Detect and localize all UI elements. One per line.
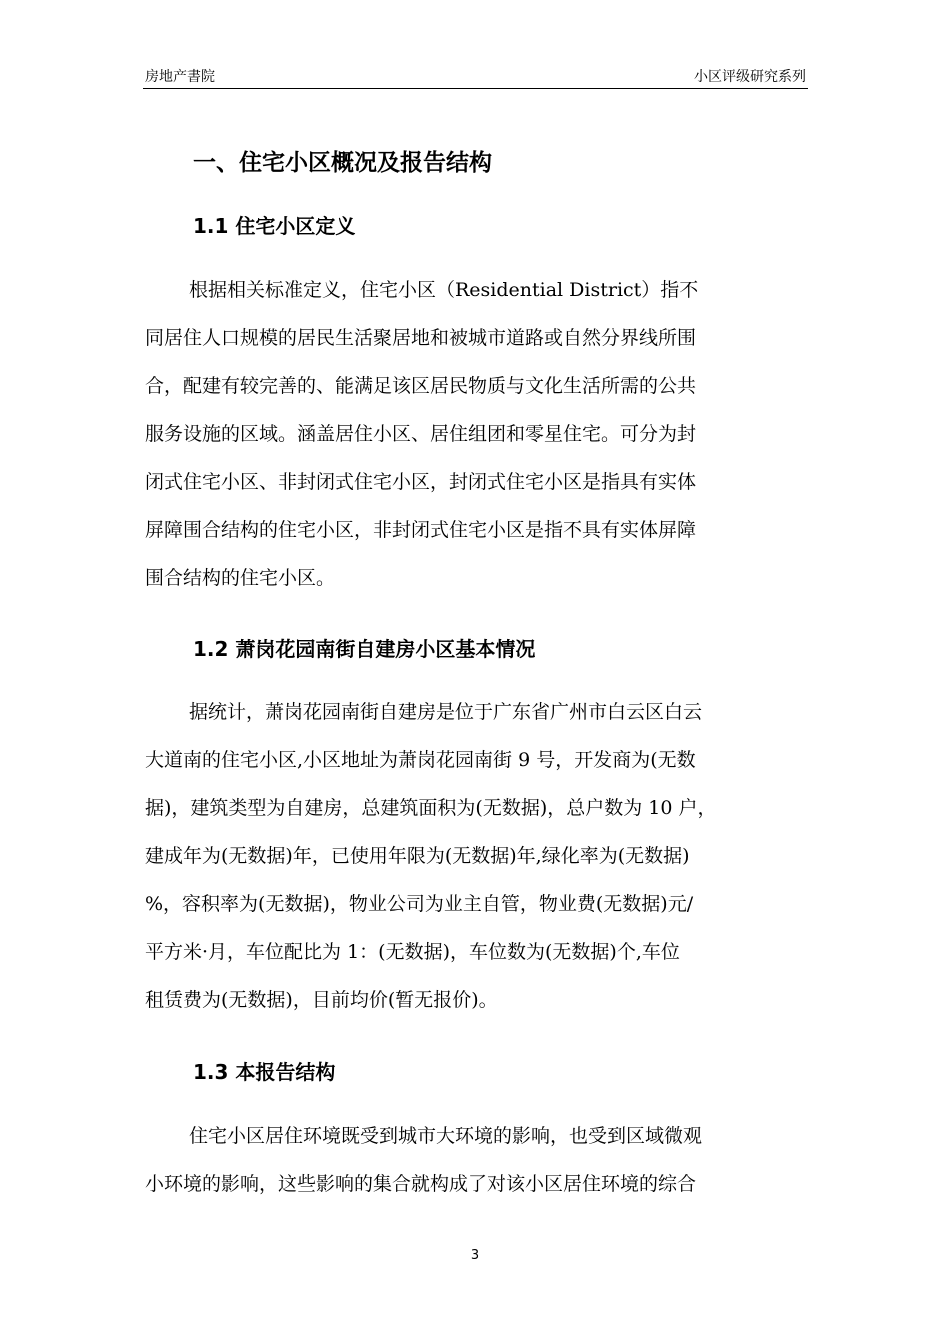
paragraph-line: 合，配建有较完善的、能满足该区居民物质与文化生活所需的公共 — [145, 375, 697, 397]
paragraph-line: 根据相关标准定义，住宅小区（Residential District）指不 — [189, 279, 699, 301]
heading-1-2: 1.2 萧岗花园南街自建房小区基本情况 — [193, 637, 536, 661]
paragraph-line: 围合结构的住宅小区。 — [145, 567, 336, 589]
paragraph-line: 大道南的住宅小区,小区地址为萧岗花园南街 9 号，开发商为(无数 — [145, 749, 696, 771]
paragraph-line: 小环境的影响，这些影响的集合就构成了对该小区居住环境的综合 — [145, 1173, 697, 1195]
paragraph-line: 平方米·月，车位配比为 1：(无数据)，车位数为(无数据)个,车位 — [145, 941, 680, 963]
section-title: 一、住宅小区概况及报告结构 — [193, 150, 492, 176]
paragraph-line: 据)，建筑类型为自建房，总建筑面积为(无数据)，总户数为 10 户， — [145, 797, 717, 819]
header-divider — [143, 88, 808, 89]
paragraph-1-3 — [145, 1112, 809, 1208]
paragraph-line: %，容积率为(无数据)，物业公司为业主自管，物业费(无数据)元/ — [145, 893, 694, 915]
header-left-title: 房地产書院 — [145, 69, 215, 85]
paragraph-line: 闭式住宅小区、非封闭式住宅小区，封闭式住宅小区是指具有实体 — [145, 471, 697, 493]
paragraph-line: 租赁费为(无数据)，目前均价(暂无报价)。 — [145, 989, 498, 1011]
paragraph-line: 屏障围合结构的住宅小区，非封闭式住宅小区是指不具有实体屏障 — [145, 519, 697, 541]
paragraph-line: 据统计，萧岗花园南街自建房是位于广东省广州市白云区白云 — [189, 701, 703, 723]
paragraph-1-2 — [145, 688, 809, 1024]
heading-1-1: 1.1 住宅小区定义 — [193, 214, 356, 238]
paragraph-line: 同居住人口规模的居民生活聚居地和被城市道路或自然分界线所围 — [145, 327, 697, 349]
page-number: 3 — [470, 1248, 480, 1263]
header-right-title: 小区评级研究系列 — [694, 69, 806, 85]
paragraph-line: 建成年为(无数据)年，已使用年限为(无数据)年,绿化率为(无数据) — [145, 845, 690, 867]
paragraph-line: 服务设施的区域。涵盖居住小区、居住组团和零星住宅。可分为封 — [145, 423, 697, 445]
heading-1-3: 1.3 本报告结构 — [193, 1060, 336, 1084]
paragraph-line: 住宅小区居住环境既受到城市大环境的影响，也受到区域微观 — [189, 1125, 703, 1147]
paragraph-1-1 — [145, 266, 809, 602]
